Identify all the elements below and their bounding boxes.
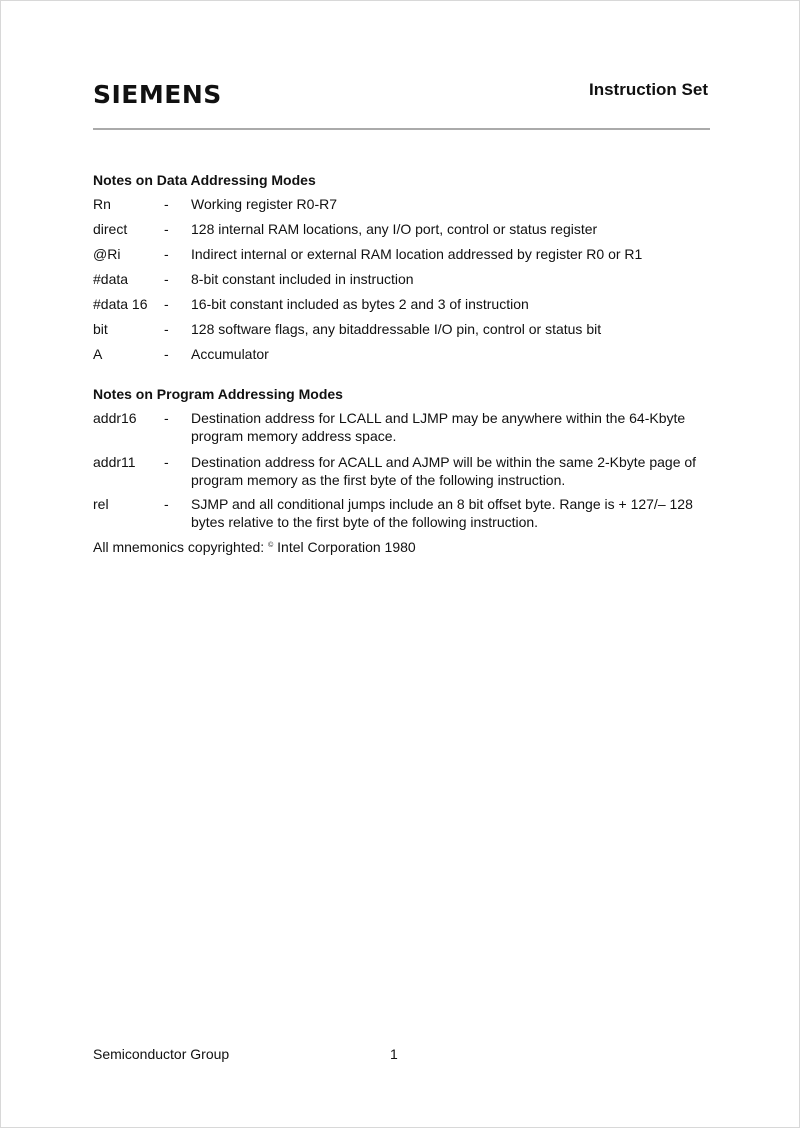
program-modes-heading: Notes on Program Addressing Modes: [93, 386, 343, 402]
mode-label: addr16: [93, 410, 137, 426]
separator-dash: -: [164, 196, 169, 212]
separator-dash: -: [164, 496, 169, 512]
footer-company: Semiconductor Group: [93, 1046, 230, 1062]
separator-dash: -: [164, 271, 169, 287]
mode-description: Destination address for ACALL and AJMP will be within the same 2-Kbyte page of program memory as the first byte of the following instruction.: [191, 454, 697, 488]
separator-dash: -: [164, 454, 169, 470]
copyright-note: [93, 539, 416, 555]
mode-label: #data: [93, 271, 129, 287]
copyright-text: Intel Corporation 1980: [273, 539, 416, 555]
mode-description: 128 software flags, any bitaddressable I/O pin, control or status bit: [191, 321, 602, 337]
mode-description: SJMP and all conditional jumps include an 8 bit offset byte. Range is + 127/– 128 bytes relative to the first byte of the following instruction.: [191, 496, 693, 530]
mode-label: bit: [93, 321, 108, 337]
header-divider: [93, 128, 710, 130]
mode-label: A: [93, 346, 103, 362]
mode-description: Destination address for LCALL and LJMP may be anywhere within the 64-Kbyte program memory address space.: [191, 410, 686, 444]
page-number: 1: [390, 1046, 398, 1062]
separator-dash: -: [164, 346, 169, 362]
separator-dash: -: [164, 296, 169, 312]
mode-label: addr11: [93, 454, 136, 470]
document-title: Instruction Set: [588, 80, 708, 99]
data-modes-heading: Notes on Data Addressing Modes: [93, 172, 316, 188]
siemens-logo: SIEMENS: [93, 80, 222, 109]
copyright-symbol: ©: [268, 542, 274, 549]
separator-dash: -: [164, 410, 169, 426]
separator-dash: -: [164, 321, 169, 337]
mode-description: Accumulator: [191, 346, 269, 362]
mode-description: 8-bit constant included in instruction: [191, 271, 414, 287]
separator-dash: -: [164, 246, 169, 262]
mode-label: direct: [93, 221, 128, 237]
mode-description: 128 internal RAM locations, any I/O port, control or status register: [191, 221, 598, 237]
mode-label: Rn: [93, 196, 111, 212]
separator-dash: -: [164, 221, 169, 237]
mode-label: @Ri: [93, 246, 121, 262]
mode-description: Working register R0-R7: [191, 196, 338, 212]
mode-label: #data 16: [93, 296, 148, 312]
mode-description: Indirect internal or external RAM location addressed by register R0 or R1: [191, 246, 643, 262]
mode-label: rel: [93, 496, 109, 512]
copyright-prefix: All mnemonics copyrighted:: [93, 539, 269, 555]
mode-description: 16-bit constant included as bytes 2 and 3 of instruction: [191, 296, 529, 312]
